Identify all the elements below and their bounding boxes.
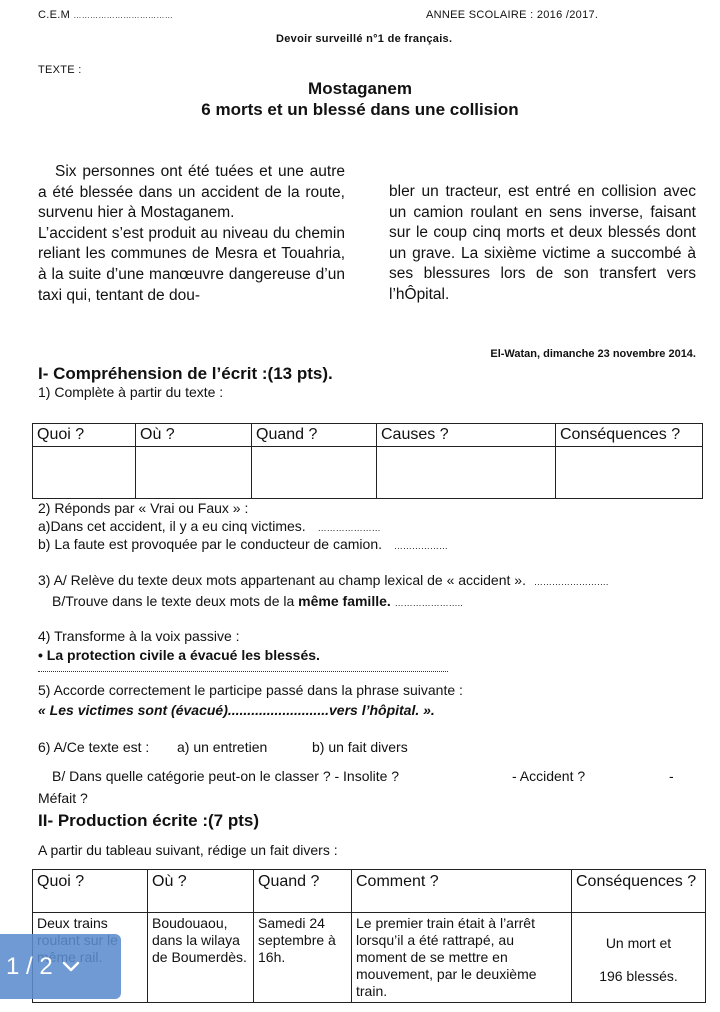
table-comprehension <box>32 423 703 499</box>
question-3b: B/Trouve dans le texte deux mots de la même famille. ………………….. <box>52 593 463 609</box>
chevron-down-icon <box>61 960 81 974</box>
question-4-sentence: • La protection civile a évacué les blessés. <box>38 647 320 663</box>
text-label: TEXTE : <box>38 64 82 76</box>
table-cell-ou: Boudouaou, dans la wilaya de Boumerdès. <box>148 913 254 1003</box>
question-6b: B/ Dans quelle catégorie peut-on le classer ? - Insolite ? <box>52 768 400 784</box>
section-2-title: II- Production écrite :(7 pts) <box>38 811 260 830</box>
question-1: 1) Complète à partir du texte : <box>38 384 224 400</box>
article-paragraph-1: Six personnes ont été tuées et une autre a été blessée dans un accident de la route, survenu hier à Mostaganem. <box>38 163 345 222</box>
table-answer-cell[interactable] <box>33 447 136 499</box>
question-5-sentence: « Les victimes sont (évacué)..........................vers l’hôpital. ». <box>38 702 435 718</box>
option-entretien: a) un entretien <box>177 739 268 755</box>
table-header-cell: Où ? <box>136 424 252 447</box>
article-column-1 <box>38 162 345 306</box>
question-6a: 6) A/Ce texte est : <box>38 739 150 755</box>
table-header-cell: Quoi ? <box>33 870 148 913</box>
question-4: 4) Transforme à la voix passive : <box>38 628 240 644</box>
question-2: 2) Réponds par « Vrai ou Faux » : <box>38 500 249 516</box>
option-accident: - Accident ? <box>512 768 586 784</box>
table-answer-cell[interactable] <box>556 447 703 499</box>
table-cell-consequences: Un mort et 196 blessés. <box>572 913 706 1003</box>
article-source: El-Watan, dimanche 23 novembre 2014. <box>490 348 696 360</box>
article-paragraph-2: L’accident s’est produit au niveau du chemin reliant les communes de Mesra et Touahria, à la suite d’une manœuvre dangereuse d’un taxi qui, tentant de dou- <box>38 224 345 304</box>
production-instruction: A partir du tableau suivant, rédige un fait divers : <box>38 842 338 858</box>
article-column-2 <box>389 182 696 306</box>
page-indicator-button[interactable] <box>0 934 121 999</box>
table-header-cell: Conséquences ? <box>572 870 706 913</box>
table-header-cell: Quand ? <box>252 424 377 447</box>
table-cell-quand: Samedi 24 septembre à 16h. <box>254 913 352 1003</box>
table-header-cell: Quand ? <box>254 870 352 913</box>
table-header-cell: Conséquences ? <box>556 424 703 447</box>
page-indicator-label: 1 / 2 <box>6 952 53 980</box>
question-3a: 3) A/ Relève du texte deux mots appartenant au champ lexical de « accident ». ……………………. <box>38 572 609 588</box>
section-1-title: I- Compréhension de l’écrit :(13 pts). <box>38 364 333 383</box>
table-cell-comment: Le premier train était à l’arrêt lorsqu’il a été rattrapé, au moment de se mettre en mouvement, par le deuxième train. <box>352 913 572 1003</box>
table-production <box>32 869 706 1003</box>
option-mefait: Méfait ? <box>38 790 88 806</box>
table-header-cell: Comment ? <box>352 870 572 913</box>
article-title-city: Mostaganem <box>308 79 412 98</box>
school-year: ANNEE SCOLAIRE : 2016 /2017. <box>426 9 599 21</box>
article-headline: 6 morts et un blessé dans une collision <box>201 100 519 119</box>
table-header-cell: Causes ? <box>377 424 556 447</box>
table-answer-cell[interactable] <box>377 447 556 499</box>
table-answer-cell[interactable] <box>136 447 252 499</box>
option-fait-divers: b) un fait divers <box>312 739 408 755</box>
school-label: C.E.M ……………………………… <box>38 9 174 21</box>
table-header-cell: Quoi ? <box>33 424 136 447</box>
article-paragraph-3: bler un tracteur, est entré en collision avec un camion roulant en sens inverse, faisant sur le coup cinq morts et deux blessés dont un grave. La sixième victime a succombé à ses blessures lors de son transfert vers l’hÔpital. <box>389 183 696 303</box>
question-5: 5) Accorde correctement le participe passé dans la phrase suivante : <box>38 682 463 698</box>
table-header-cell: Où ? <box>148 870 254 913</box>
table-cell-quoi: Deux trains <box>33 913 148 1003</box>
answer-line[interactable] <box>38 671 448 672</box>
exam-title: Devoir surveillé n°1 de français. <box>276 33 453 45</box>
question-2b: b) La faute est provoquée par le conducteur de camion. ……………… <box>38 536 448 552</box>
question-2a: a)Dans cet accident, il y a eu cinq victimes. ………………… <box>38 518 381 534</box>
table-answer-cell[interactable] <box>252 447 377 499</box>
option-dash: - <box>669 768 674 784</box>
